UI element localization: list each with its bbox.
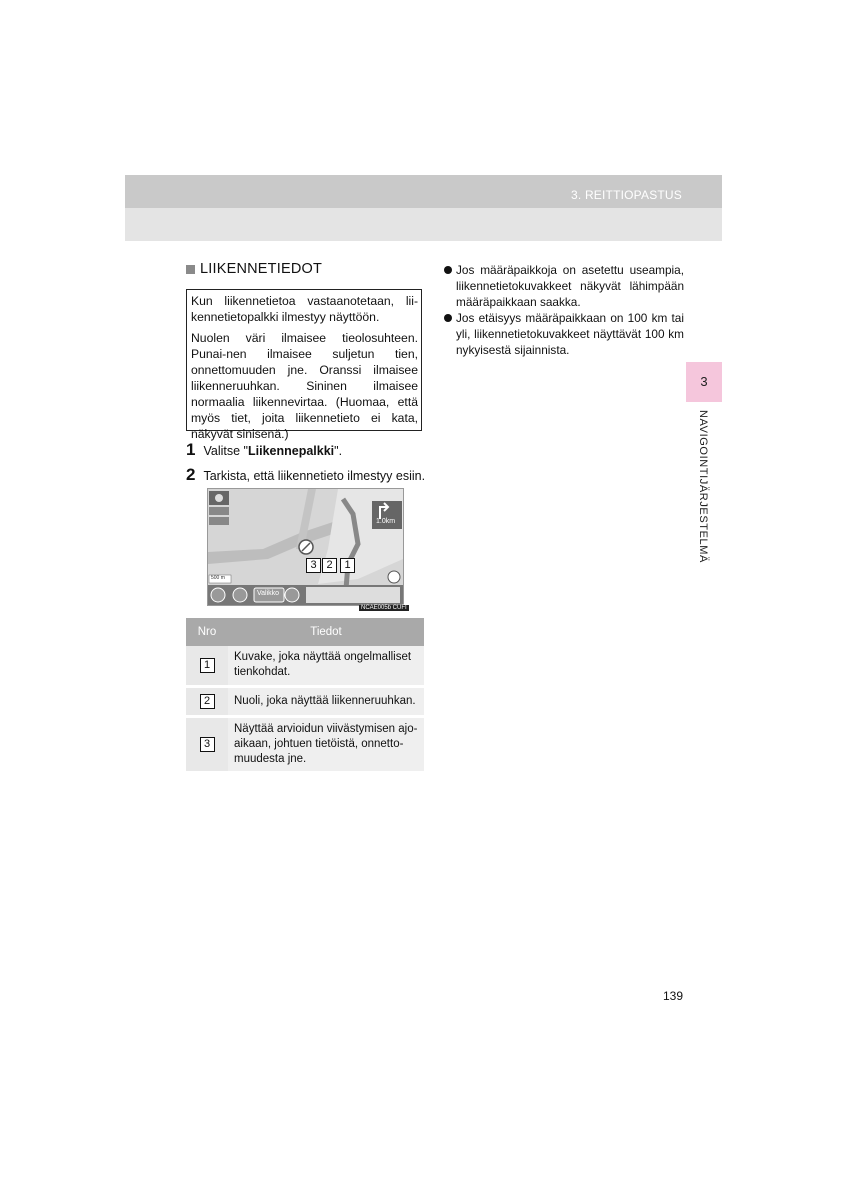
table-row — [186, 646, 424, 686]
row-text: Näyttää arvioidun viivästymisen ajo-aikaan, johtuen tietöistä, onnetto-muudesta jne. — [228, 716, 424, 772]
navigation-screenshot — [207, 488, 404, 606]
table-header-tiedot: Tiedot — [228, 618, 424, 646]
step-bold-text: Liikennepalkki — [247, 444, 335, 458]
page-number: 139 — [663, 989, 684, 1003]
bullet-dot-icon — [444, 314, 452, 322]
chapter-title: 3. REITTIOPASTUS — [571, 188, 682, 202]
row-number: 3 — [200, 737, 215, 752]
row-number: 2 — [200, 694, 215, 709]
row-number: 1 — [200, 658, 215, 673]
callout-3: 3 — [306, 558, 321, 573]
callout-2: 2 — [322, 558, 337, 573]
bullet-item — [444, 262, 684, 310]
row-text: Nuoli, joka näyttää liikenneruuhkan. — [228, 686, 424, 716]
map-graphic — [208, 489, 403, 605]
step-1 — [186, 440, 342, 460]
row-text: Kuvake, joka näyttää ongelmalliset tienkohdat. — [228, 646, 424, 686]
table-row — [186, 716, 424, 772]
menu-button[interactable]: Valikko — [257, 590, 280, 597]
header-band — [125, 175, 722, 208]
step-text-end: ". — [334, 444, 343, 458]
table-header-row — [186, 618, 424, 646]
step-text: Tarkista, että liikennetieto ilmestyy esiin. — [203, 469, 426, 483]
section-square-icon — [186, 265, 195, 274]
image-caption: NCAE005b CUFI — [361, 605, 407, 611]
chapter-side-label: NAVIGOINTIJÄRJESTELMÄ — [697, 410, 709, 563]
bullet-item — [444, 310, 684, 358]
header-subband — [125, 208, 722, 241]
step-number: 1 — [186, 440, 196, 459]
step-text: Valitse " — [203, 444, 248, 458]
chapter-tab — [686, 362, 722, 402]
table-header-nro: Nro — [186, 618, 228, 646]
map-scale: 500 m — [211, 575, 225, 581]
section-title: LIIKENNETIEDOT — [200, 261, 323, 277]
legend-table — [186, 618, 424, 774]
info-paragraph-2: Nuolen väri ilmaisee tieolosuhteen. Punai-nen ilmaisee suljetun tien, onnettomuuden jne. Oranssi ilmaisee liikenneruuhkan. Sininen ilmaisee normaalia liikennevirtaa. (Huomaa, että myös tiet, joita liikennetieto ei kata, näkyvät sinisenä.) — [191, 331, 418, 441]
bullet-text: Jos määräpaikkoja on asetettu useampia, liikennetietokuvakkeet näkyvät lähimpään määräpaikkaan saakka. — [456, 263, 684, 309]
info-paragraph-1: Kun liikennetietoa vastaanotetaan, lii-kennetietopalkki ilmestyy näyttöön. — [191, 294, 418, 324]
bullet-dot-icon — [444, 266, 452, 274]
callout-1: 1 — [340, 558, 355, 573]
chapter-number: 3 — [700, 374, 708, 389]
step-number: 2 — [186, 465, 196, 484]
table-row — [186, 686, 424, 716]
bullet-text: Jos etäisyys määräpaikkaan on 100 km tai yli, liikennetietokuvakkeet näyttävät 100 km nykyisestä sijainnista. — [456, 311, 684, 357]
info-box — [186, 289, 422, 441]
step-2 — [186, 465, 425, 485]
distance-readout: 1.0km — [376, 518, 396, 525]
